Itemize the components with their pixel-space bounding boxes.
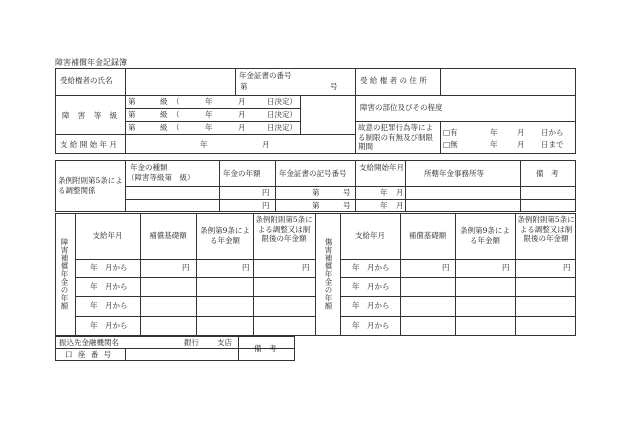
disability-pension-annual-label: 障害補償年金の年額: [60, 238, 69, 310]
col-pension-type-sub: （障害等級第 級）: [127, 173, 195, 182]
header-base-amount: 補償基礎額: [149, 231, 187, 240]
cert-dai: 第: [240, 82, 248, 91]
recipient-name-label: 受給権者の氏名: [60, 76, 113, 85]
cert-number-label: 年金証書の番号: [239, 71, 292, 80]
col-pension-office: 所轄年金事務所等: [424, 169, 484, 178]
crime-yes-checkbox[interactable]: □有: [443, 128, 458, 137]
list-item: 年 月から: [90, 301, 128, 310]
header-art9-amount: 条例第9条による年金額: [460, 226, 510, 245]
body-part-label: 障害の部位及びその程度: [360, 103, 443, 112]
adjustment-label: 条例附則第5条による調整関係: [58, 176, 123, 195]
col-note: 備 考: [536, 169, 559, 178]
document-title: 障害補償年金記録簿: [55, 58, 127, 67]
list-item: 年 月から: [90, 282, 128, 291]
header-art9-amount: 条例第9条による年金額: [200, 226, 250, 245]
header-base-amount: 補償基礎額: [408, 231, 447, 240]
list-item: 年 月から: [90, 321, 128, 330]
list-item: 年 月から: [352, 321, 390, 330]
crime-restriction-label: 故意の犯罪行為等による制限の有無及び制限期間: [358, 123, 433, 151]
col-pay-start: 支給開始年月: [359, 163, 404, 172]
bank-name-label: 振込先金融機関名: [59, 338, 119, 347]
bank-note-label: 備 考: [254, 344, 277, 353]
header-adjusted-amount: 条例附則第5条による調整又は制限後の年金額: [255, 215, 313, 243]
list-item: 年 月から: [352, 282, 390, 291]
header-adjusted-amount: 条例附則第5条による調整又は制限後の年金額: [517, 215, 575, 243]
injury-pension-annual-label: 傷害補償年金の年額: [324, 238, 333, 310]
col-pension-type: 年金の種類: [130, 163, 168, 172]
bank-shiten: 支店: [217, 338, 232, 347]
pay-start-tsuki: 月: [262, 140, 270, 149]
pay-start-label: 支 給 開 始 年 月: [60, 140, 117, 149]
list-item: 年 月から: [352, 301, 390, 310]
disability-grade-label: 障 害 等 級: [62, 111, 121, 120]
recipient-address-label: 受 給 権 者 の 住 所: [360, 76, 427, 85]
header-pay-month: 支給年月: [355, 231, 385, 240]
bank-ginko: 銀行: [184, 338, 199, 347]
cert-go: 号: [330, 82, 338, 91]
pay-start-nen: 年: [200, 140, 208, 149]
crime-no-checkbox[interactable]: □無: [443, 140, 458, 149]
account-number-label: 口 座 番 号: [65, 350, 113, 359]
col-cert-number: 年金証書の記号番号: [279, 169, 347, 178]
col-annual-amount: 年金の年額: [223, 169, 261, 178]
header-pay-month: 支給年月: [92, 231, 123, 240]
